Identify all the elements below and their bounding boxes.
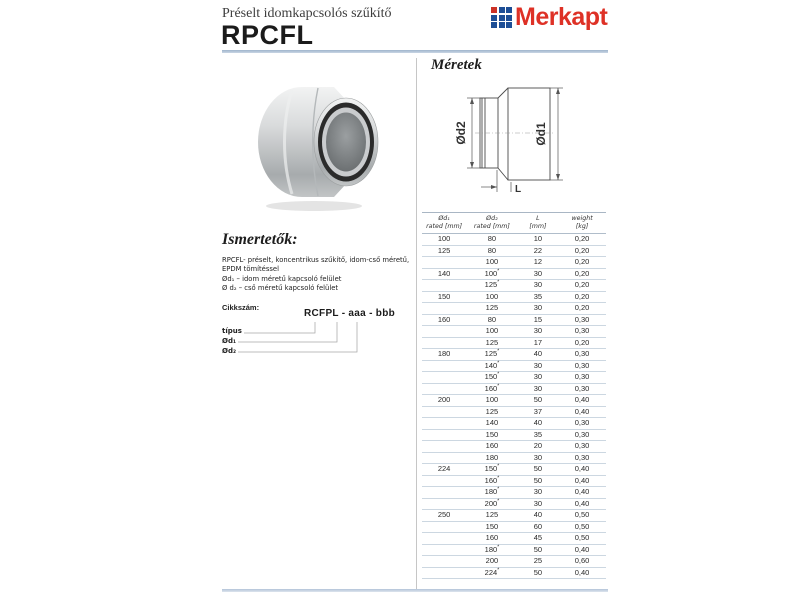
col-header-d2: Ød₂ rated [mm] [473, 215, 510, 230]
cell-weight: 0,30 [574, 452, 590, 462]
cell-d1 [422, 556, 466, 567]
table-row [422, 246, 606, 258]
cell-d2: 125* [484, 279, 500, 289]
cell-l: 15 [533, 314, 543, 324]
sku-connector-lines [222, 300, 412, 360]
cell-weight: 0,40 [574, 567, 590, 577]
cell-l: 40 [533, 510, 543, 519]
table-row [422, 407, 606, 419]
feature-line: EPDM tömítéssel [222, 265, 279, 273]
cell-d2: 100 [485, 395, 499, 404]
cell-l: 12 [533, 257, 543, 266]
sku-code: RCFPL - aaa - bbb [304, 308, 396, 319]
table-header-row [422, 213, 606, 234]
table-row [422, 568, 606, 580]
cell-l: 30 [533, 383, 543, 393]
table-row [422, 280, 606, 292]
cell-d1 [422, 476, 466, 487]
cell-d1: 125 [437, 245, 451, 255]
cell-l: 30 [533, 372, 543, 381]
cell-l: 50 [533, 567, 543, 577]
cell-l: 17 [533, 337, 543, 347]
features-heading: Ismertetők: [222, 231, 298, 248]
drawing-label-d1: Ød1 [534, 122, 548, 146]
cell-d2: 160* [484, 475, 500, 485]
cell-l: 30 [533, 498, 543, 508]
col-header-d1: Ød₁ rated [mm] [426, 215, 463, 230]
table-row [422, 545, 606, 557]
cell-weight: 0,30 [574, 326, 590, 335]
cell-weight: 0,60 [574, 556, 590, 565]
cell-d1 [422, 338, 466, 349]
cell-d2: 100 [485, 326, 499, 335]
table-row [422, 510, 606, 522]
cell-l: 30 [533, 360, 543, 370]
doc-subtitle: Préselt idomkapcsolós szűkítő [222, 6, 392, 21]
cell-l: 30 [533, 280, 543, 289]
table-row [422, 292, 606, 304]
table-row [422, 499, 606, 511]
drawing-label-l: L [515, 184, 522, 195]
cell-l: 30 [533, 326, 543, 335]
cell-l: 25 [533, 556, 543, 565]
table-row [422, 326, 606, 338]
cell-l: 10 [533, 234, 543, 243]
table-row [422, 361, 606, 373]
col-header-weight: weight [kg] [571, 215, 593, 230]
cell-d1 [422, 453, 466, 464]
feature-line: RPCFL- préselt, koncentrikus szűkítő, idom-cső méretű, [222, 256, 410, 264]
cell-l: 30 [533, 303, 543, 312]
cell-d2: 200* [484, 498, 500, 508]
cell-d1 [422, 257, 466, 268]
cell-l: 35 [533, 429, 543, 439]
cell-d2: 160* [484, 383, 500, 393]
footer-rule [222, 589, 608, 592]
cell-d2: 100 [485, 257, 499, 266]
cell-d1 [422, 280, 466, 291]
cell-d1: 100 [437, 234, 451, 243]
cell-d2: 160 [485, 533, 499, 542]
cell-l: 45 [533, 533, 543, 542]
table-row [422, 269, 606, 281]
cell-weight: 0,20 [574, 291, 590, 301]
table-row [422, 487, 606, 499]
table-row [422, 441, 606, 453]
cell-l: 50 [533, 395, 543, 404]
table-row [422, 338, 606, 350]
cell-weight: 0,40 [574, 464, 590, 473]
cell-d1 [422, 361, 466, 372]
header-rule [222, 50, 608, 53]
product-photo [252, 82, 382, 214]
cell-d2: 125 [485, 510, 499, 519]
product-code-title: RPCFL [221, 20, 314, 50]
cell-weight: 0,50 [574, 510, 590, 519]
cell-weight: 0,50 [574, 533, 590, 542]
table-row [422, 464, 606, 476]
cell-d2: 180* [484, 486, 500, 496]
cell-d1: 140 [437, 268, 451, 278]
cell-d2: 80 [487, 314, 497, 324]
technical-drawing [437, 84, 607, 204]
cell-d1 [422, 499, 466, 510]
cell-d1 [422, 522, 466, 533]
cell-weight: 0,40 [574, 475, 590, 485]
table-row [422, 453, 606, 465]
cell-l: 22 [533, 245, 543, 255]
cell-weight: 0,20 [574, 337, 590, 347]
cell-d1 [422, 568, 466, 579]
table-row [422, 522, 606, 534]
cell-d2: 125 [485, 337, 499, 347]
sku-heading: Cikkszám: [222, 303, 260, 312]
cell-d2: 200 [485, 556, 499, 565]
cell-l: 37 [533, 406, 543, 416]
table-row [422, 395, 606, 407]
table-row [422, 349, 606, 361]
table-row [422, 303, 606, 315]
table-row [422, 476, 606, 488]
cell-l: 40 [533, 349, 543, 358]
feature-line: Ød₁ – idom méretű kapcsoló felület [222, 275, 342, 283]
cell-weight: 0,40 [574, 406, 590, 416]
brand-logo [491, 4, 607, 30]
sku-label-type: típus [222, 327, 242, 335]
cell-l: 30 [533, 268, 543, 278]
cell-l: 20 [533, 441, 543, 450]
sku-label-d2: Ød₂ [222, 347, 237, 355]
cell-d2: 180* [484, 544, 500, 554]
cell-d1 [422, 303, 466, 314]
cell-d1 [422, 533, 466, 544]
cell-weight: 0,30 [574, 314, 590, 324]
cell-d2: 140 [485, 418, 499, 427]
cell-d1 [422, 545, 466, 556]
cell-weight: 0,20 [574, 257, 590, 266]
cell-weight: 0,30 [574, 383, 590, 393]
cell-d2: 224* [484, 567, 500, 577]
table-row [422, 556, 606, 568]
cell-l: 30 [533, 487, 543, 496]
cell-d2: 180 [485, 452, 499, 462]
logo-grid-icon [491, 7, 512, 28]
sizes-heading: Méretek [431, 57, 482, 73]
cell-l: 30 [533, 452, 543, 462]
cell-d1 [422, 326, 466, 337]
cell-d2: 160 [485, 441, 499, 450]
cell-weight: 0,20 [574, 234, 590, 243]
cell-weight: 0,40 [574, 395, 590, 404]
cell-d1: 160 [437, 314, 451, 324]
table-row [422, 533, 606, 545]
cell-d1: 180 [437, 349, 451, 358]
brand-name: Merkapt [515, 3, 608, 31]
cell-d1 [422, 407, 466, 418]
cell-d1: 224 [437, 464, 451, 473]
table-row [422, 418, 606, 430]
table-row [422, 384, 606, 396]
dimensions-table [422, 212, 606, 579]
column-divider [416, 58, 417, 592]
cell-weight: 0,20 [574, 280, 590, 289]
cell-d2: 140* [484, 360, 500, 370]
cell-d2: 150 [485, 429, 499, 439]
cell-l: 50 [533, 475, 543, 485]
cell-d2: 150* [484, 371, 500, 381]
table-row [422, 372, 606, 384]
cell-d1 [422, 418, 466, 429]
cell-weight: 0,30 [574, 418, 590, 427]
cell-d1 [422, 430, 466, 441]
table-row [422, 257, 606, 269]
cell-weight: 0,30 [574, 372, 590, 381]
cell-d2: 150 [485, 521, 499, 531]
col-header-l: L [mm] [529, 215, 547, 230]
cell-d2: 125* [484, 348, 500, 358]
cell-weight: 0,30 [574, 360, 590, 370]
cell-l: 60 [533, 521, 543, 531]
cell-l: 35 [533, 291, 543, 301]
cell-weight: 0,20 [574, 303, 590, 312]
cell-d1: 200 [437, 395, 451, 404]
cell-weight: 0,20 [574, 268, 590, 278]
cell-d2: 100* [484, 268, 500, 278]
cell-d2: 150* [484, 463, 500, 473]
cell-d1 [422, 372, 466, 383]
cell-d1 [422, 441, 466, 452]
cell-d1 [422, 487, 466, 498]
cell-d2: 125 [485, 303, 499, 312]
feature-line: Ø d₂ – cső méretű kapcsoló felület [222, 284, 339, 292]
cell-weight: 0,30 [574, 441, 590, 450]
cell-l: 50 [533, 464, 543, 473]
cell-weight: 0,40 [574, 498, 590, 508]
table-row [422, 430, 606, 442]
table-body [422, 234, 606, 579]
cell-weight: 0,30 [574, 429, 590, 439]
sku-label-d1: Ød₁ [222, 337, 237, 345]
cell-l: 50 [533, 544, 543, 554]
cell-d1: 150 [437, 291, 451, 301]
cell-weight: 0,40 [574, 544, 590, 554]
cell-weight: 0,30 [574, 349, 590, 358]
drawing-label-d2: Ød2 [454, 121, 468, 145]
table-row [422, 315, 606, 327]
table-row [422, 234, 606, 246]
cell-l: 40 [533, 418, 543, 427]
cell-weight: 0,50 [574, 521, 590, 531]
cell-d2: 125 [485, 406, 499, 416]
cell-d2: 100 [485, 291, 499, 301]
cell-d1 [422, 384, 466, 395]
cell-weight: 0,20 [574, 245, 590, 255]
cell-d2: 80 [487, 234, 497, 243]
cell-weight: 0,40 [574, 487, 590, 496]
cell-d1: 250 [437, 510, 451, 519]
cell-d2: 80 [487, 245, 497, 255]
